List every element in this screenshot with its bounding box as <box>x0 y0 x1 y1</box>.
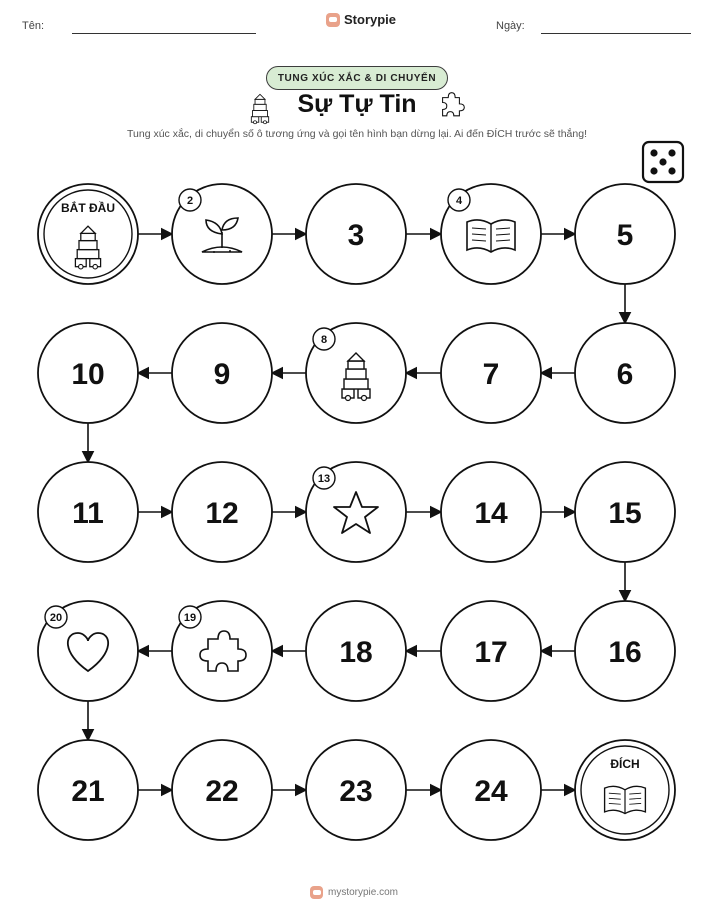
board-cell-14[interactable] <box>441 462 541 562</box>
cell-number: 9 <box>213 358 231 391</box>
board-cell-20[interactable] <box>38 601 138 701</box>
board-cell-17[interactable] <box>441 601 541 701</box>
cell-number: 12 <box>205 497 239 530</box>
board-cell-19[interactable] <box>172 601 272 701</box>
board-cell-4[interactable] <box>441 184 541 284</box>
board-cell-2[interactable] <box>172 184 272 284</box>
board-cell-23[interactable] <box>306 740 406 840</box>
board-cell-24[interactable] <box>441 740 541 840</box>
book-icon <box>467 220 515 252</box>
cell-number: 7 <box>482 358 500 391</box>
cell-number: 10 <box>71 358 105 391</box>
board-cell-18[interactable] <box>306 601 406 701</box>
board-cell-10[interactable] <box>38 323 138 423</box>
board-cell-13[interactable] <box>306 462 406 562</box>
footer-bear-icon <box>310 886 323 899</box>
book-icon <box>605 786 646 813</box>
cell-number: 14 <box>474 497 508 530</box>
start-label: BẮT ĐẦU <box>61 201 115 215</box>
cell-number: 18 <box>339 636 373 669</box>
board-cell-8[interactable] <box>306 323 406 423</box>
activity-pill: TUNG XÚC XẮC & DI CHUYỂN <box>266 66 448 90</box>
cell-badge-number: 8 <box>320 334 328 346</box>
cell-badge-number: 19 <box>183 612 197 624</box>
cell-number: 11 <box>72 497 104 530</box>
cell-number: 16 <box>608 636 642 669</box>
footer <box>310 886 398 899</box>
cell-badge-number: 4 <box>455 195 463 207</box>
cell-badge-number: 20 <box>49 612 63 624</box>
footer-url[interactable]: mystorypie.com <box>328 887 399 898</box>
board-cell-21[interactable] <box>38 740 138 840</box>
board-cell-12[interactable] <box>172 462 272 562</box>
finish-label: ĐÍCH <box>610 757 640 771</box>
cell-number: 23 <box>339 775 373 808</box>
board-cell-9[interactable] <box>172 323 272 423</box>
board-cell-22[interactable] <box>172 740 272 840</box>
board-cell-7[interactable] <box>441 323 541 423</box>
instructions: Tung xúc xắc, di chuyển số ô tương ứng và gọi tên hình bạn dừng lại. Ai đến ĐÍCH trước sẽ thắng! <box>126 128 587 140</box>
start-cell[interactable] <box>38 184 138 284</box>
cell-number: 24 <box>474 775 508 808</box>
cell-badge-number: 2 <box>186 195 194 207</box>
cell-number: 21 <box>71 775 105 808</box>
name-label: Tên: <box>22 20 45 32</box>
board-cell-15[interactable] <box>575 462 675 562</box>
board-cell-5[interactable] <box>575 184 675 284</box>
board-cell-3[interactable] <box>306 184 406 284</box>
cell-number: 17 <box>474 636 508 669</box>
board-cell-16[interactable] <box>575 601 675 701</box>
cell-badge-number: 13 <box>317 473 331 485</box>
puzzle-piece-icon <box>443 93 465 116</box>
dice-icon <box>643 142 683 182</box>
finish-cell[interactable] <box>575 740 675 840</box>
board-cell-6[interactable] <box>575 323 675 423</box>
cell-number: 3 <box>347 219 365 252</box>
cell-number: 6 <box>616 358 634 391</box>
blocks-icon <box>251 94 268 123</box>
board-cell-11[interactable] <box>38 462 138 562</box>
cell-number: 15 <box>608 497 642 530</box>
brand-name: Storypie <box>344 12 397 27</box>
date-label: Ngày: <box>496 20 525 32</box>
cell-number: 5 <box>616 219 634 252</box>
cell-number: 22 <box>205 775 239 808</box>
page-title: Sự Tự Tin <box>297 90 417 118</box>
